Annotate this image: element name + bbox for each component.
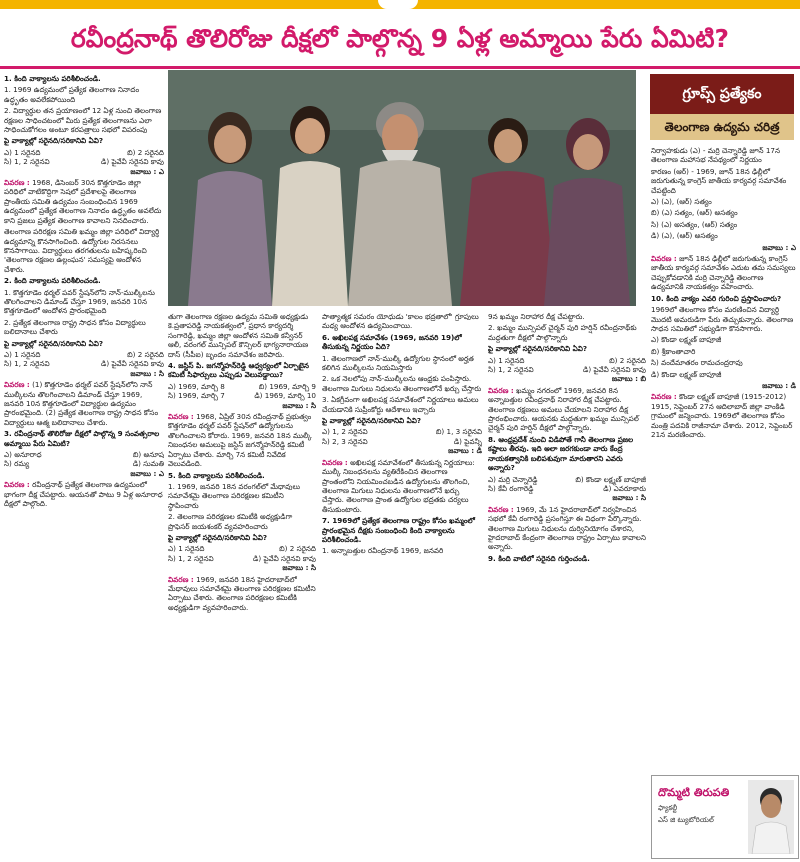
question-9: 9. కింది వాటిలో సరైనది గుర్తించండి. <box>488 553 590 563</box>
option-c: సి) 1, 2 సరైనవి <box>4 157 50 167</box>
author-card <box>651 775 799 859</box>
option-a: ఎ) కొండా లక్ష్మణ్ బాపూజీ <box>651 335 722 345</box>
option-d: డి) 1969, మార్చి 10 <box>254 391 316 401</box>
explanation-label: వివరణ : <box>651 392 677 402</box>
explanation-text: (1) కొత్తగూడెం థర్మల్ పవర్ స్టేషన్‌లోని నాన్ ముల్కీలను తొలగించాలని డిమాండ్ చేస్తూ 1969, జనవరి 10న కొత్తగూడెంలో విద్యార్థుల ఉద్యమం ప్రారంభమైంది. (2) ప్రత్యేక తెలంగాణ రాష్ట్ర సాధన కోసం విద్యార్థులు ఆత్మ బలిదానాలు చేశారు. <box>4 380 159 427</box>
question-3: 3. రవీంద్రనాథ్ తొలిరోజు దీక్షలో పాల్గొన్న 9 సంవత్సరాల అమ్మాయి పేరు ఏమిటి? <box>4 429 160 448</box>
option-b: బి) కొండా లక్ష్మణ్ బాపూజీ <box>575 474 646 484</box>
explanation-label: వివరణ : <box>322 457 348 467</box>
statement: 1969లో తెలంగాణ కోసం మరణించిన విద్యార్థి మొదటి అమరుడిగా పేరు తెచ్చుకున్నారు. తెలంగాణ సాధన సమితిలో సభ్యుడిగా కొనసాగారు. <box>651 305 794 333</box>
option-c: సి) కేవీ రంగారెడ్డి <box>488 483 534 493</box>
answer: జవాబు : సి <box>130 368 164 378</box>
option-c: సి) 1, 2 సరైనవి <box>488 365 534 375</box>
explanation-text: 1968, ఏప్రిల్ 30న రవీంద్రనాథ్ ప్రభుత్వం కొత్తగూడెం థర్మల్ పవర్ స్టేషన్‌లో ఉద్యోగులను తొలగించాలని కోరారు. 1969, జనవరి 18న ముల్కీ నిబంధనల అమలుపై జస్టిస్ జగన్మోహన్‌రెడ్డి కమిటీ ఏర్పాటు చేశారు. మార్చి 7న కమిటీ నివేదిక వెలువడింది. <box>168 412 312 469</box>
answer: జవాబు : సి <box>282 563 316 573</box>
statement: 1. కొత్తగూడెం థర్మల్ పవర్ స్టేషన్‌లోని నాన్-ముల్కీలను తొలగించాలని డిమాండ్ చేస్తూ 1969, జనవరి 10న కొత్తగూడెంలో ఆందోళన ప్రారంభమైంది <box>4 287 155 316</box>
question-prompt: పై వాక్యాల్లో సరైనది/సరికానివి ఏవి? <box>168 532 268 542</box>
option-a: ఎ) (ఎ), (ఆర్) సత్యం <box>651 197 712 207</box>
option-c: సి) వందేమాతరం రామచంద్రరావు <box>651 358 743 368</box>
headline-rule <box>0 66 800 69</box>
option-c: సి) 1, 2 సరైనవి <box>4 359 50 369</box>
option-c: సి) 1969, మార్చి 7 <box>168 391 225 401</box>
statement: 2. తెలంగాణ పరిరక్షణల కమిటీకి అధ్యక్షుడిగా ప్రొఫెసర్ జయశంకర్ వ్యవహరించారు <box>168 512 293 531</box>
option-a: ఎ) 1 సరైనది <box>4 147 41 157</box>
question-5: 5. కింది వాక్యాలను పరిశీలించండి. <box>168 470 265 480</box>
column-1 <box>4 74 164 858</box>
option-d: డి) కొండా లక్ష్మణ్ బాపూజీ <box>651 369 722 379</box>
answer: జవాబు : డి <box>762 380 796 390</box>
answer: జవాబు : సి <box>282 400 316 410</box>
telangana-movement-history-label: తెలంగాణ ఉద్యమ చరిత్ర <box>650 114 794 140</box>
explanation-label: వివరణ : <box>4 380 30 390</box>
answer: జవాబు : సి <box>612 493 646 503</box>
option-d: డి) పైవేవీ సరైనవి కావు <box>101 157 164 167</box>
explanation-text: అఖిలపక్ష సమావేశంలో తీసుకున్న నిర్ణయాలు: ముల్కీ నిబంధనలను వ్యతిరేకించిన తెలంగాణ ప్రాంతంలోని నియమించబడిన ఉద్యోగులను తొలగించి, తెలంగాణ మిగులు నిధులను తెలంగాణలోనే ఖర్చు చేస్తారు. తెలంగాణ ప్రాంత ఉద్యోగుల భద్రతకు చర్యలు తీసుకుంటారు. <box>322 457 475 514</box>
question-6: 6. అఖిలపక్ష సమావేశం (1969, జనవరి 19)లో తీసుకున్న నిర్ణయం ఏది? <box>322 332 462 352</box>
answer: జవాబు : ఎ <box>762 242 796 252</box>
statement: 2. ప్రత్యేక తెలంగాణ రాష్ట్ర సాధన కోసం విద్యార్థులు బలిదానాలు చేశారు <box>4 317 146 337</box>
option-b: బి) 2 సరైనది <box>279 544 316 554</box>
option-a: ఎ) మర్రి చెన్నారెడ్డి <box>488 474 538 484</box>
column-5 <box>651 146 796 770</box>
option-b: బి) 2 సరైనది <box>127 349 164 359</box>
question-prompt: పై వాక్యాల్లో సరైనది/సరికానివి ఏవి? <box>488 344 588 354</box>
explanation-text: 1969, మే 1న హైదరాబాద్‌లో నిర్వహించిన సభలో కేవీ రంగారెడ్డి ప్రసంగిస్తూ ఈ విధంగా పేర్కొన్నారు. తెలంగాణ మిగులు నిధులను దుర్వినియోగం చేశారని, హైదరాబాద్ కేంద్రంగా తెలంగాణ రాష్ట్రం ఏర్పాటు కావాలని అన్నారు. <box>488 504 646 552</box>
statement: 1. 1969 ఉద్యమంలో ప్రత్యేక తెలంగాణ నినాదం ఉద్ధృతం అవలేకపోయింది <box>4 85 140 104</box>
groups-special-banner: గ్రూప్స్ ప్రత్యేకం <box>650 74 794 114</box>
body-text: తుగా తెలంగాణ రక్షణల ఉద్యమ సమితి అధ్యక్షుడు కె.ప్రతాపరెడ్డి నాయకత్వంలో, ప్రధాన కార్యదర్శి సంగారెడ్డి, ఖమ్మం జిల్లా ఆందోళన సమితి కన్వీనర్ ఆలీ, వరంగల్ మున్సిపల్ కౌన్సిలర్ భాగ్యనారాయణ దాస్ (సీపీఐ) బృందం సమావేశం జరిపారు. <box>168 312 309 359</box>
answer: జవాబు : బి <box>611 374 646 384</box>
author-role: ఫ్యాకల్టీ <box>658 804 678 812</box>
option-a: ఎ) 1 సరైనది <box>488 355 525 365</box>
option-b: బి) 1969, మార్చి 9 <box>258 381 316 391</box>
explanation-label: వివరణ : <box>488 385 514 395</box>
author-name: దొమ్మటి తిరుపతి <box>658 786 730 799</box>
question-8: 8. ఆంధ్రప్రదేశ్ నుంచి విడిపోతే గానీ తెలంగాణ ప్రజల కష్టాలు తీరవు. ఇది అలా జరగకుండా వారు కేంద్ర నాయకత్వానికి బలిపశువుగా మారుతారని ఎవరు అన్నారు? <box>488 434 634 473</box>
question-prompt: పై వాక్యాల్లో సరైనది/సరికానివి ఏవి? <box>4 338 104 348</box>
statement: 1. 1969, జనవరి 18న వరంగల్‌లో మేధావులు సమావేశమై తెలంగాణ పరిరక్షణల కమిటీని స్థాపించారు <box>168 481 301 510</box>
option-d: డి) పైవేవీ సరైనవి కావు <box>101 359 164 369</box>
answer: జవాబు : డి <box>448 446 482 456</box>
top-band <box>0 0 800 9</box>
explanation-label: వివరణ : <box>4 178 30 188</box>
explanation-text: తెలంగాణ పరిరక్షణ సమితి ఖమ్మం జిల్లా పరిధిలో విద్యార్థి ఉద్యమాన్ని కొనసాగించింది. ఉద్యోగుల నిరసనలు కొనసాగాయి. విద్యార్థులు తరగతులను బహిష్కరించి 'తెలంగాణ రక్షణల ఉల్లంఘన' సమస్యపై ఆందోళన చేశారు. <box>4 227 160 274</box>
page-headline: రవీంద్రనాథ్ తొలిరోజు దీక్షలో పాల్గొన్న 9 ఏళ్ల అమ్మాయి పేరు ఏమిటి? <box>70 24 730 53</box>
option-d: డి) ఎవరూకారు <box>603 483 646 493</box>
statement: 3. ఏకగ్రీవంగా అఖిలపక్ష సమావేశంలో నిర్ణయాలు అమలు చేయడానికి సుప్రీంకోర్టు ఆదేశాలు ఇచ్చారు <box>322 395 479 414</box>
explanation-text: ఖమ్మం నగరంలో 1969, జనవరి 8న అన్నాబత్తుల రవీంద్రనాథ్ నిరాహార దీక్ష చేపట్టారు. తెలంగాణ రక్షణలు అమలు చేయాలని నిరాహార దీక్ష ప్రారంభించారు. ఆయనకు మద్దతుగా ఖమ్మం మున్సిపల్ చైర్మన్ పురి హర్షిన్ దీక్షలో పాల్గొన్నారు. <box>488 385 639 433</box>
option-b: బి) 1, 3 సరైనవి <box>435 427 482 437</box>
option-d: డి) (ఎ), (ఆర్) అసత్యం <box>651 231 718 241</box>
explanation-text: రవీంద్రనాథ్ ప్రత్యేక తెలంగాణ ఉద్యమంలో భాగంగా దీక్ష చేపట్టారు. ఆయనతో పాటు 9 ఏళ్ల అనూరాధ దీక్షలో పాల్గొంది. <box>4 480 163 509</box>
explanation-label: వివరణ : <box>4 480 30 490</box>
question-prompt: పై వాక్యాల్లో సరైనది/సరికానివి ఏవి? <box>322 416 422 426</box>
option-d: డి) పైవన్నీ <box>453 436 482 446</box>
option-a: ఎ) 1 సరైనది <box>168 544 205 554</box>
option-a: ఎ) 1969, మార్చి 8 <box>168 381 225 391</box>
option-a: ఎ) 1 సరైనది <box>4 349 41 359</box>
option-a: ఎ) 1, 2 సరైనవి <box>322 427 368 437</box>
body-text: 9న ఖమ్మం నిరాహార దీక్ష చేపట్టారు. <box>488 312 585 321</box>
author-designation: ఎస్ జి ట్యుటోరియల్ <box>658 816 714 824</box>
option-b: బి) శ్రీకాంతాచారి <box>651 346 696 356</box>
explanation-text: జూన్ 18న ఢిల్లీలో జరుగుతున్న కాంగ్రెస్ జాతీయ కార్యవర్గ సమావేశం ఎదుట తమ సమస్యలు చెప్పుకోవడానికి మర్రి చెన్నారెడ్డి తెలంగాణ ఉద్యమానికి నాయకత్వం వహించారు. <box>651 254 796 292</box>
body-text: నిర్వాహకుడు (ఎ) - మర్రి చెన్నారెడ్డి జూన్ 17న తెలంగాణ మహాసభ నేపథ్యంలో నిర్ణయం <box>651 146 781 165</box>
option-b: బి) 2 సరైనది <box>127 147 164 157</box>
option-d: డి) సుమతి <box>132 459 164 469</box>
column-3 <box>322 312 482 858</box>
question-2: 2. కింది వాక్యాలను పరిశీలించండి. <box>4 276 101 286</box>
question-1: 1. కింది వాక్యాలను పరిశీలించండి. <box>4 74 101 83</box>
option-b: బి) అనూష <box>132 450 164 460</box>
author-avatar <box>748 780 794 854</box>
option-c: సి) 1, 2 సరైనవి <box>168 553 214 563</box>
explanation-text: 1968, డిసెంబర్ 30న కొత్తగూడెం జిల్లా పరిధిలో వాటికొద్దిగా సెషలో ప్రదేశాలపై తెలంగాణ ప్రాంతీయ సమితి ఉద్యమం సంబంధించిన 1969 ఉద్యమంలో ప్రత్యేక తెలంగాణ నినాదం ఉద్ధృతం అవలేదు కాని ప్రజలు ప్రత్యేక తెలంగాణ కావాలని నినదించారు. <box>4 178 162 225</box>
option-d: డి) పైవేవీ సరైనవి కావు <box>253 553 316 563</box>
statement: 1. అన్నాబత్తుల రవీంద్రనాథ్ 1969, జనవరి <box>322 546 444 556</box>
statement: 1. తెలంగాణలో నాన్-ముల్కీ ఉద్యోగుల స్థానంలో అర్హత కలిగిన ముల్కీలను నియమిస్తారు <box>322 353 474 373</box>
option-b: బి) (ఎ) సత్యం, (ఆర్) అసత్యం <box>651 208 738 218</box>
question-7: 7. 1969లో ప్రత్యేక తెలంగాణ రాష్ట్రం కోసం ఖమ్మంలో ప్రారంభమైన దీక్షకు సంబంధించి కింది వాక్యాలను పరిశీలించండి. <box>322 516 475 544</box>
explanation-label: వివరణ : <box>488 504 514 514</box>
explanation-label: వివరణ : <box>168 574 194 584</box>
explanation-label: వివరణ : <box>651 254 677 264</box>
explanation-text: 1969, జనవరి 18న హైదరాబాద్‌లో మేధావులు సమావేశమై తెలంగాణ పరిరక్షణల కమిటీని ఏర్పాటు చేశారు. తెలంగాణ పరిరక్షణల కమిటీకి అధ్యక్షుడిగా వ్యవహరించారు. <box>168 574 316 612</box>
option-c: సి) (ఎ) అసత్యం, (ఆర్) సత్యం <box>651 219 738 229</box>
option-c: సి) రమ్య <box>4 459 30 469</box>
answer: జవాబు : ఎ <box>130 166 164 176</box>
body-text: పాత్యాత్మక సమరం యోధుడు 'కాలం భద్రతాలో' గ్రూపులు మధ్య ఆందోళన ఉద్యమించాయి. <box>322 312 479 331</box>
statement: 2. విద్యార్థుల తన ప్రయాణంలో 12 ఏళ్ల నుంచి తెలంగాణ రక్షణల సాధించటంలో మీరు ప్రత్యేక తెలంగాణను ఎలా సాధించుకోగలం అంటూ కరపత్రాలు సభలో విపరంపు <box>4 106 162 135</box>
body-text: కారణం (ఆర్) - 1969, జూన్ 18న ఢిల్లీలో జరుగుతున్న కాంగ్రెస్ జాతీయ కార్యవర్గ సమావేశం చేపట్టింది <box>651 166 787 195</box>
historical-group-photo <box>168 70 636 306</box>
explanation-text: కొండా లక్ష్మణ్ బాపూజీ (1915-2012) 1915, సెప్టెంబర్ 27న ఆదిలాబాద్ జిల్లా వాంకిడి గ్రామంలో జన్మించారు. 1969లో తెలంగాణ కోసం మంత్రి పదవికి రాజీనామా చేశారు. 2012, సెప్టెంబర్ 21న మరణించారు. <box>651 392 793 439</box>
option-a: ఎ) అనూరాధ <box>4 450 42 460</box>
question-4: 4. జస్టిస్ పి. జగన్మోహన్‌రెడ్డి ఆధ్వర్యంలో ఏర్పాటైన కమిటీ సిఫార్సులు ఎప్పుడు వెలువడ్డాయి? <box>168 361 309 380</box>
explanation-label: వివరణ : <box>168 412 194 422</box>
option-b: బి) 2 సరైనది <box>609 355 646 365</box>
statement: 2. ఖమ్మం మున్సిపల్ చైర్మన్ పురి హర్షిన్ రవీంద్రనాథ్‌కు మద్దతుగా దీక్షలో పాల్గొన్నారు <box>488 323 637 342</box>
column-4 <box>488 312 646 858</box>
top-band-notch <box>378 0 418 9</box>
answer: జవాబు : ఎ <box>130 468 164 478</box>
column-2 <box>168 312 316 858</box>
question-prompt: పై వాక్యాల్లో సరైనది/సరికానివి ఏవి? <box>4 136 104 146</box>
statement: 2. ఒక నెలలోపు నాన్-ముల్కీలను ఆంధ్రకు పంపిస్తారు. తెలంగాణ మిగులు నిధులను తెలంగాణలోనే ఖర్చు చేస్తారు <box>322 374 482 393</box>
option-d: డి) పైవేవీ సరైనవి కావు <box>583 365 646 375</box>
option-c: సి) 2, 3 సరైనవి <box>322 436 368 446</box>
question-10: 10. కింది వాక్యం ఎవరి గురించి ప్రస్తావించారు? <box>651 293 782 303</box>
